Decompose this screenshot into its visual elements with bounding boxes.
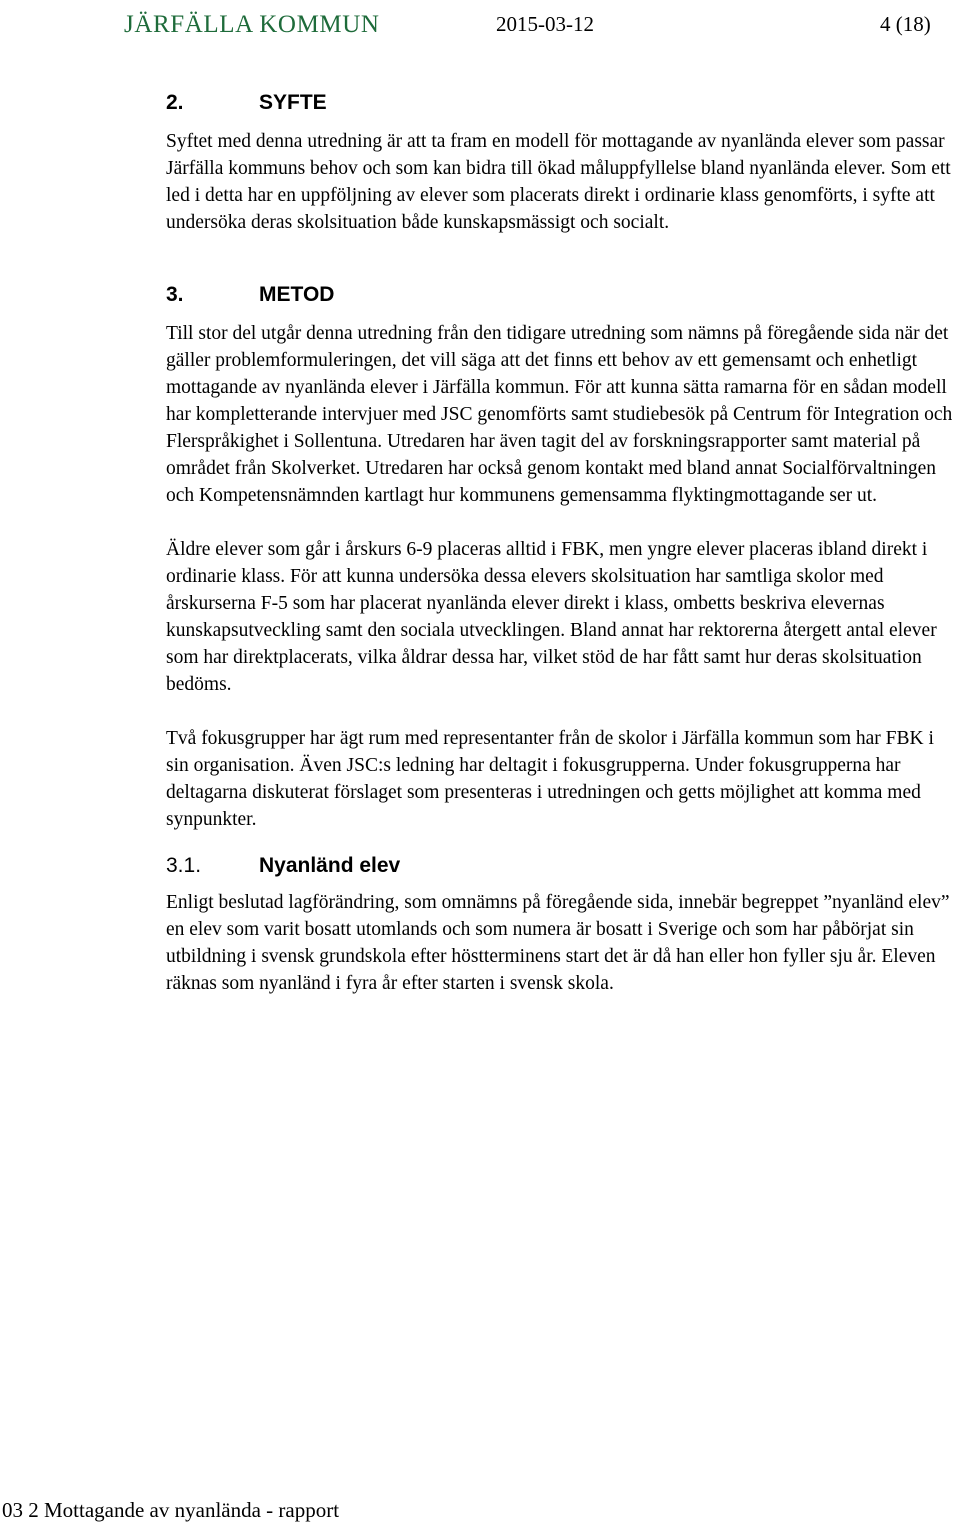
metod-paragraph-2: Äldre elever som går i årskurs 6-9 placeras alltid i FBK, men yngre elever placeras ibland direkt i ordinarie klass. För att kunna undersöka dessa elevers skolsituation har samtliga skolor med årskurserna F-5 som har placerat nyanlända elever direkt i klass, ombetts beskriva elevernas kunskapsutveckling samt den sociala utvecklingen. Bland annat har rektorerna återgett antal elever som har direktplacerats, vilka åldrar dessa har, vilket stöd de har fått samt hur deras skolsituation bedöms. xyxy=(166,539,937,695)
section-heading-syfte xyxy=(166,90,958,116)
subsection-heading-nyanland xyxy=(166,853,958,879)
syfte-paragraph: Syftet med denna utredning är att ta fram en modell för mottagande av nyanlända elever som passar Järfälla kommuns behov och som kan bidra till ökad måluppfyllelse bland nyanlända elever. Som ett led i detta har en uppföljning av elever som placerats direkt i ordinarie klass genomförts, i syfte att undersöka deras skolsituation både kunskapsmässigt och socialt. xyxy=(166,131,951,233)
section-title: SYFTE xyxy=(259,91,327,114)
subsection-number: 3.1. xyxy=(166,854,202,877)
section-number: 3. xyxy=(166,283,184,306)
document-body xyxy=(166,90,958,997)
subsection-title: Nyanländ elev xyxy=(259,854,401,877)
page-number: 4 (18) xyxy=(880,12,931,36)
section-number: 2. xyxy=(166,91,184,114)
metod-paragraph-3: Två fokusgrupper har ägt rum med representanter från de skolor i Järfälla kommun som har FBK i sin organisation. Även JSC:s ledning har deltagit i fokusgrupperna. Under fokusgrupperna har deltagarna diskuterat förslaget som presenteras i utredningen och getts möjlighet att komma med synpunkter. xyxy=(166,728,934,830)
document-date: 2015-03-12 xyxy=(496,12,594,36)
page-header xyxy=(0,0,960,50)
page-footer: 03 2 Mottagande av nyanlända - rapport xyxy=(2,1498,340,1522)
municipality-name: JÄRFÄLLA KOMMUN xyxy=(124,11,380,38)
section-heading-metod xyxy=(166,282,958,308)
metod-paragraph-1: Till stor del utgår denna utredning från den tidigare utredning som nämns på föregående sida när det gäller problemformuleringen, det vill säga att det finns ett behov av ett gemensamt och enhetligt mottagande av nyanlända elever i Järfälla kommun. För att kunna sätta ramarna för en sådan modell har kompletterande intervjuer med JSC genomförts samt studiebesök på Centrum för Integration och Flerspråkighet i Sollentuna. Utredaren har även tagit del av forskningsrapporter samt material på området från Skolverket. Utredaren har också genom kontakt med bland annat Socialförvaltningen och Kompetensnämnden kartlagt hur kommunens gemensamma flyktingmottagande ser ut. xyxy=(166,323,953,506)
municipality-logo xyxy=(114,4,380,46)
section-title: METOD xyxy=(259,283,335,306)
nyanland-paragraph: Enligt beslutad lagförändring, som omnämns på föregående sida, innebär begreppet ”nyanländ elev” en elev som varit bosatt utomlands och som numera är bosatt i Sverige och som har påbörjat sin utbildning i svensk grundskola efter höstterminens start det är då han eller hon fyller sju år. Eleven räknas som nyanländ i fyra år efter starten i svensk skola. xyxy=(166,892,950,994)
